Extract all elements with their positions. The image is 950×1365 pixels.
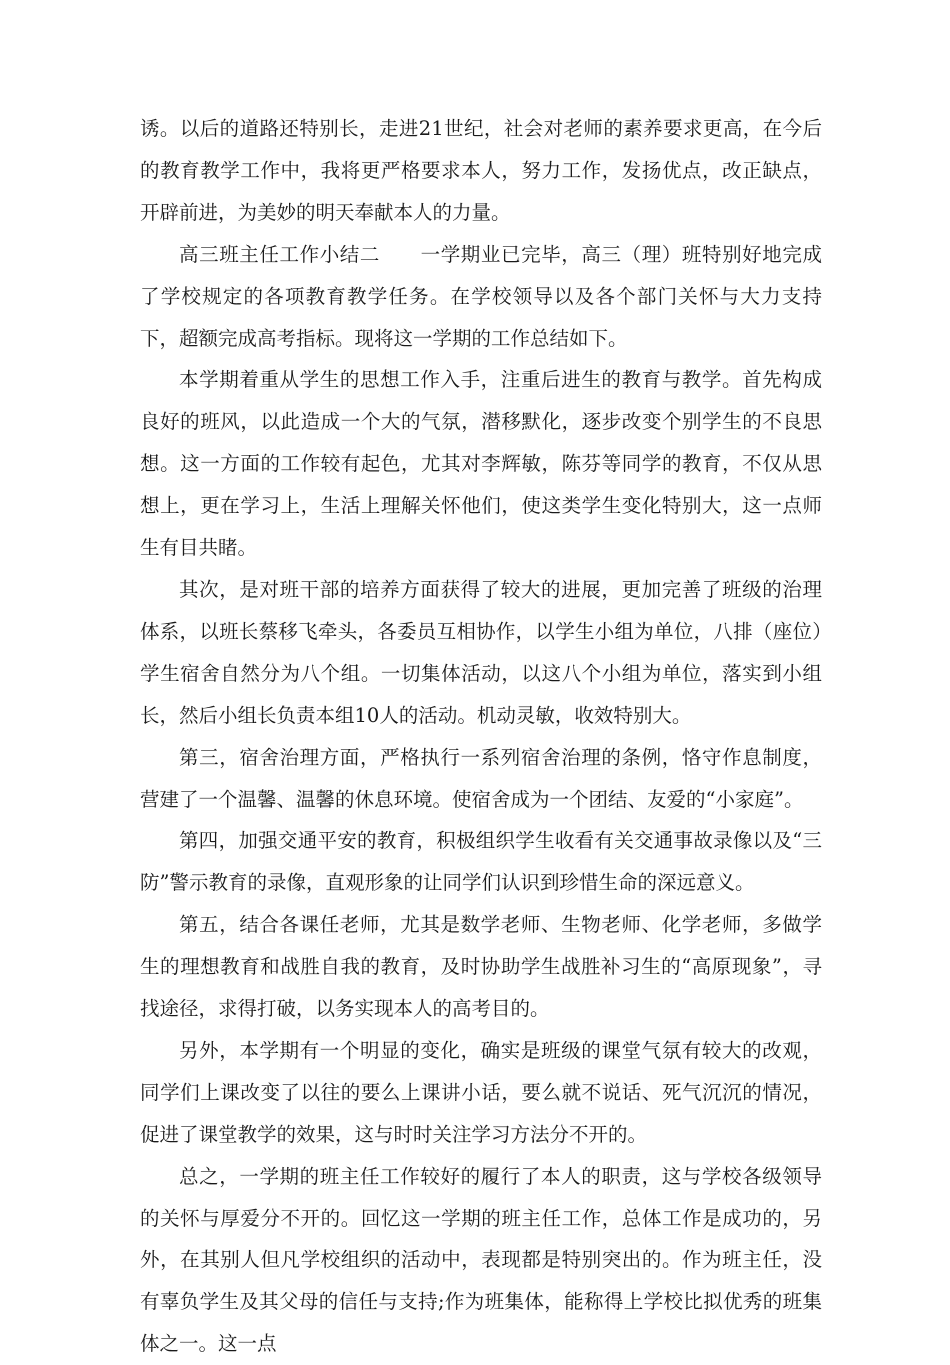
paragraph: 诱。以后的道路还特别长，走进21世纪，社会对老师的素养要求更高，在今后的教育教学工作中，我将更严格要求本人，努力工作，发扬优点，改正缺点，开辟前进，为美妙的明天奉献本人的力量。 <box>140 117 822 224</box>
section-paragraph <box>140 234 822 360</box>
paragraph: 第五，结合各课任老师，尤其是数学老师、生物老师、化学老师，多做学生的理想教育和战胜自我的教育，及时协助学生战胜补习生的“高原现象”，寻找途径，求得打破，以务实现本人的高考目的。 <box>140 913 822 1021</box>
paragraph: 第四，加强交通平安的教育，积极组织学生收看有关交通事故录像以及“三防”警示教育的录像，直观形象的让同学们认识到珍惜生命的深远意义。 <box>140 829 822 895</box>
paragraph-text: 一学期业已完毕，高三（理）班特别好地完成了学校规定的各项教育教学任务。在学校领导以及各个部门关怀与大力支持下，超额完成高考指标。现将这一学期的工作总结如下。 <box>140 242 822 350</box>
document-body <box>140 108 822 1365</box>
section-title: 高三班主任工作小结二 <box>179 242 380 266</box>
paragraph: 总之，一学期的班主任工作较好的履行了本人的职责，这与学校各级领导的关怀与厚爱分不开的。回忆这一学期的班主任工作，总体工作是成功的，另外，在其别人但凡学校组织的活动中，表现都是特别突出的。作为班主任，没有辜负学生及其父母的信任与支持;作为班集体，能称得上学校比拟优秀的班集体之一。这一点 <box>140 1164 822 1356</box>
paragraph: 第三，宿舍治理方面，严格执行一系列宿舍治理的条例，恪守作息制度，营建了一个温馨、温馨的休息环境。使宿舍成为一个团结、友爱的“小家庭”。 <box>140 745 822 811</box>
paragraph: 其次，是对班干部的培养方面获得了较大的进展，更加完善了班级的治理体系，以班长蔡移飞牵头，各委员互相协作，以学生小组为单位，八排（座位）学生宿舍自然分为八个组。一切集体活动，以这八个小组为单位，落实到小组长，然后小组长负责本组10人的活动。机动灵敏，收效特别大。 <box>140 577 822 727</box>
paragraph: 另外，本学期有一个明显的变化，确实是班级的课堂气氛有较大的改观，同学们上课改变了以往的要么上课讲小话，要么就不说话、死气沉沉的情况，促进了课堂教学的效果，这与时时关注学习方法分不开的。 <box>140 1038 822 1146</box>
paragraph: 本学期着重从学生的思想工作入手，注重后进生的教育与教学。首先构成良好的班风，以此造成一个大的气氛，潜移默化，逐步改变个别学生的不良思想。这一方面的工作较有起色，尤其对李辉敏，陈芬等同学的教育，不仅从思想上，更在学习上，生活上理解关怀他们，使这类学生变化特别大，这一点师生有目共睹。 <box>140 368 822 560</box>
